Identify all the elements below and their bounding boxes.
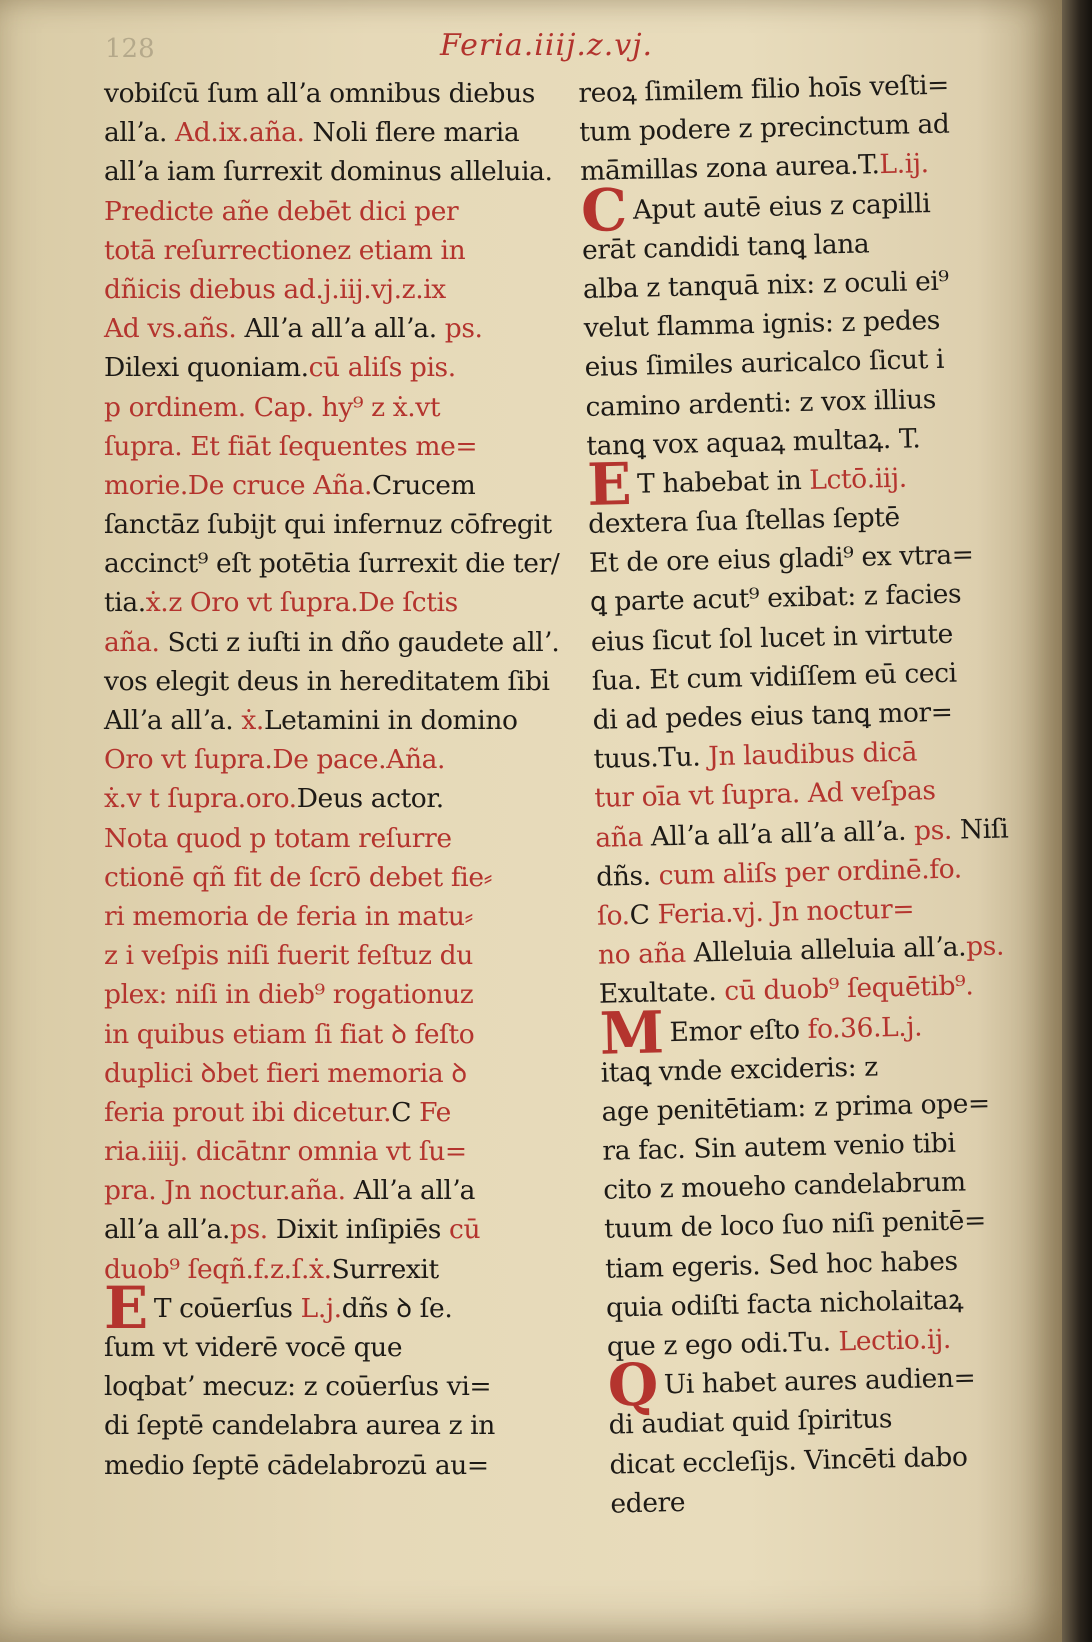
body-text: loqbatʼ mecuz: z coūerſus vi= [104, 1371, 492, 1403]
text-line [104, 583, 549, 622]
body-text: cito z moueho candelabrum [602, 1166, 967, 1206]
rubric-text: ria.iiij. dicātnr omnia vt ſu= [104, 1136, 467, 1168]
body-text: itaꝗ vnde excideris: z [600, 1051, 879, 1089]
rubric-text: duob⁹ ſeqñ.f.z.ſ.ẋ. [104, 1253, 332, 1285]
rubric-text: in quibus etiam ſi fiat ꝺ feſto [104, 1018, 475, 1050]
body-text: Exultate. [598, 976, 717, 1011]
rubric-text: cū duob⁹ ſequētib⁹. [715, 970, 974, 1008]
body-text: Deus actor. [296, 783, 444, 815]
text-line [104, 1132, 549, 1171]
body-text: eius ſicut ſol lucet in virtute [590, 618, 954, 658]
rubric-text: Fe [411, 1096, 451, 1128]
rubric-text: duplici ꝺbet fieri memoria ꝺ [104, 1057, 467, 1089]
body-text: Allʼa allʼa. [104, 705, 242, 736]
body-text: tuus.Tu. [593, 741, 701, 776]
rubric-text: plex: niſi in dieb⁹ rogationuz [104, 979, 474, 1011]
body-text: erāt candidi tanꝗ lana [581, 228, 870, 266]
text-line [104, 1054, 549, 1093]
body-text: vobiſcū ſum allʼa omnibus diebus [104, 78, 535, 109]
body-text: medio ſeptē cādelabrozū au= [104, 1449, 489, 1481]
rubric-text: ri memoria de feria in matu⸗ [104, 900, 473, 932]
body-text: Letamini in domino [263, 705, 518, 736]
rubric-text: z i veſpis niſi fuerit feſtuz du [104, 940, 473, 972]
body-text: quia odiſti facta nicholaitaꝝ [605, 1284, 964, 1324]
text-line [104, 348, 549, 387]
body-text: Dilexi quoniam. [104, 352, 309, 384]
body-text: tiam egeris. Sed hoc habes [604, 1245, 959, 1285]
body-text: Noli flere maria [304, 117, 520, 149]
body-text: Et de ore eius gladi⁹ ex vtra= [588, 539, 974, 580]
body-text: Aput autē eius z capilli [632, 187, 931, 226]
text-line [104, 1171, 549, 1210]
rubric-text: fo.36.L.j. [807, 1010, 923, 1045]
rubric-text: no aña [597, 937, 687, 971]
rubric-text: tur oīa vt ſupra. Ad veſpas [594, 775, 936, 815]
body-text: reoꝝ ſimilem filio hoīs veſti= [578, 69, 950, 109]
text-line [104, 858, 549, 897]
text-line [104, 466, 549, 505]
text-line [104, 701, 549, 740]
drop-initial: E [104, 1273, 148, 1342]
text-line [104, 1367, 549, 1406]
rubric-text: feria prout ibi dicetur. [104, 1096, 392, 1128]
text-line [104, 897, 549, 936]
rubric-text: Predicte añe debēt dici per [104, 195, 459, 227]
body-text: camino ardenti: z vox illius [585, 383, 937, 423]
text-line [104, 1328, 549, 1367]
body-text: eius ſimiles auricalco ſicut i [584, 344, 945, 384]
body-text: ꝗ parte acut⁹ exibat: z facies [589, 578, 962, 619]
rubric-text: Nota quod p totam reſurre [104, 822, 452, 854]
body-text: edere [610, 1486, 686, 1520]
text-line [104, 1406, 549, 1445]
rubric-text: dñicis diebus ad.j.iij.vj.z.ix [104, 273, 446, 305]
text-line [104, 74, 549, 113]
left-column [104, 74, 560, 1485]
text-line [104, 1093, 549, 1132]
rubric-text: cum aliſs per ordinē.fo. [650, 853, 963, 892]
body-text: T. [857, 149, 880, 182]
drop-initial: M [598, 997, 665, 1068]
text-line [104, 779, 549, 818]
body-text: Allʼa allʼa allʼa allʼa. [642, 815, 907, 853]
body-text: C [391, 1096, 412, 1128]
text-line [104, 192, 549, 231]
body-text: ſua. Et cum vidiſſem eū ceci [591, 657, 957, 697]
body-text: ra fac. Sin autem venio tibi [602, 1127, 956, 1167]
rubric-text: L.j. [300, 1292, 342, 1324]
rubric-text: Oro vt ſupra.De pace.Aña. [104, 744, 446, 776]
body-text: Niſi [951, 812, 1009, 846]
text-line [104, 1273, 549, 1342]
body-text: ſum vt viderē vocē que [104, 1332, 403, 1363]
body-text: tum podere z precinctum ad [578, 108, 950, 149]
body-text: tanꝗ vox aquaꝝ multaꝝ. T. [586, 423, 921, 462]
rubric-text: ẋ.v t ſupra.oro. [104, 783, 297, 815]
rubric-text: Ad vs.añs. [104, 313, 237, 345]
body-text: dñs ꝺ ſe. [341, 1292, 453, 1324]
text-line [104, 623, 560, 662]
body-text: Scti z iuſti in dño gaudete allʼ. [159, 626, 560, 658]
body-text: di ſeptē candelabra aurea z in [104, 1410, 495, 1442]
text-line [104, 388, 549, 427]
body-text: Crucem [372, 469, 476, 501]
body-text: dicat eccleſijs. Vincēti dabo [609, 1441, 968, 1481]
body-text: Allʼa allʼa allʼa. [236, 313, 445, 345]
rubric-text: totā reſurrectionez etiam in [104, 234, 466, 266]
text-line [104, 740, 549, 779]
body-text: mā̄millas zona aurea. [579, 150, 859, 188]
body-text: Alleluia alleluia allʼa. [685, 931, 967, 969]
body-text: allʼa. [104, 117, 176, 149]
rubric-text: ps. [444, 313, 483, 345]
rubric-text: Ad.ix.aña. [175, 117, 305, 149]
body-text: T coūerſus [153, 1292, 301, 1324]
drop-initial: E [586, 449, 632, 519]
text-line [104, 975, 549, 1014]
rubric-text: Feria.vj. Jn noctur= [649, 893, 915, 931]
body-text: que z ego odi.Tu. [606, 1326, 831, 1363]
rubric-text: ps. [905, 814, 953, 847]
text-line [104, 662, 549, 701]
drop-initial: Q [606, 1350, 659, 1420]
body-text: accinct⁹ eſt potētia ſurrexit die ter/ [104, 548, 560, 580]
text-line [104, 505, 552, 544]
running-header: Feria.iiij.z.vj. [440, 28, 654, 63]
rubric-text: ps. [230, 1214, 268, 1246]
rubric-text: Lectio.ij. [830, 1323, 952, 1358]
body-text: di ad pedes eius tanꝗ mor= [592, 696, 953, 736]
text-line [104, 1210, 549, 1249]
body-text: alba z tanquā nix: z oculi ei⁹ [582, 265, 950, 305]
body-text: C [629, 899, 650, 931]
rubric-text: morie.De cruce Aña. [104, 469, 373, 501]
body-text: T habebat in [636, 464, 810, 500]
text-line [104, 1015, 549, 1054]
body-text: allʼa iam ſurrexit dominus alleluia. [104, 156, 553, 188]
body-text: dextera ſua ſtellas ſeptē [587, 501, 901, 540]
rubric-text: pra. Jn noctur.aña. [104, 1175, 346, 1207]
text-line [104, 819, 549, 858]
rubric-text: L.ij. [879, 148, 929, 181]
rubric-text: Lctō.iij. [808, 462, 908, 496]
text-line [104, 309, 549, 348]
body-text: Ui habet aures audien= [663, 1362, 976, 1401]
body-text: Allʼa allʼa [345, 1175, 475, 1207]
text-line [104, 936, 549, 975]
rubric-text: cū aliſs pis. [308, 352, 456, 384]
body-text: di audiat quid ſpiritus [608, 1403, 893, 1442]
text-line [104, 544, 560, 583]
drop-initial: C [580, 175, 628, 245]
text-line [104, 231, 549, 270]
body-text: Dixit inſipiēs [267, 1214, 450, 1246]
right-column [578, 64, 1056, 1524]
rubric-text: aña [594, 821, 644, 854]
rubric-text: aña. [104, 626, 160, 658]
rubric-text: ſupra. Et fiāt ſequentes me= [104, 430, 478, 462]
text-line [104, 1446, 549, 1485]
body-text: dñs. [595, 860, 652, 893]
rubric-text: ſo. [596, 899, 630, 932]
text-line [104, 270, 549, 309]
body-text: vos elegit deus in hereditatem ſibi [104, 665, 550, 697]
folio-number: 128 [105, 34, 155, 64]
body-text: age penitētiam: z prima ope= [601, 1087, 991, 1128]
body-text: Surrexit [331, 1253, 439, 1285]
rubric-text: cū [449, 1214, 481, 1246]
body-text: Emor eſto [669, 1013, 808, 1048]
rubric-text: ps. [965, 930, 1005, 963]
rubric-text: ctionē qñ fit de ſcrō debet fie⸗ [104, 861, 493, 893]
rubric-text: p ordinem. Cap. hy⁹ z ẋ.vt [104, 391, 441, 423]
text-line [104, 152, 553, 191]
body-text: tuum de loco ſuo niſi penitē= [603, 1205, 987, 1246]
text-line [104, 113, 549, 152]
text-line [104, 1250, 549, 1289]
body-text: velut flamma ignis: z pedes [583, 304, 941, 345]
text-line [104, 427, 549, 466]
rubric-text: ẋ. [241, 705, 264, 736]
body-text: ſanctāz ſubijt qui infernuz cōfregit [104, 509, 552, 541]
rubric-text: Jn laudibus dicā [699, 736, 918, 773]
rubric-text: ẋ.z Oro vt ſupra.De ſctis [145, 587, 458, 619]
book-spine [1062, 0, 1092, 1642]
body-text: allʼa allʼa. [104, 1214, 230, 1246]
body-text: tia. [104, 587, 146, 619]
